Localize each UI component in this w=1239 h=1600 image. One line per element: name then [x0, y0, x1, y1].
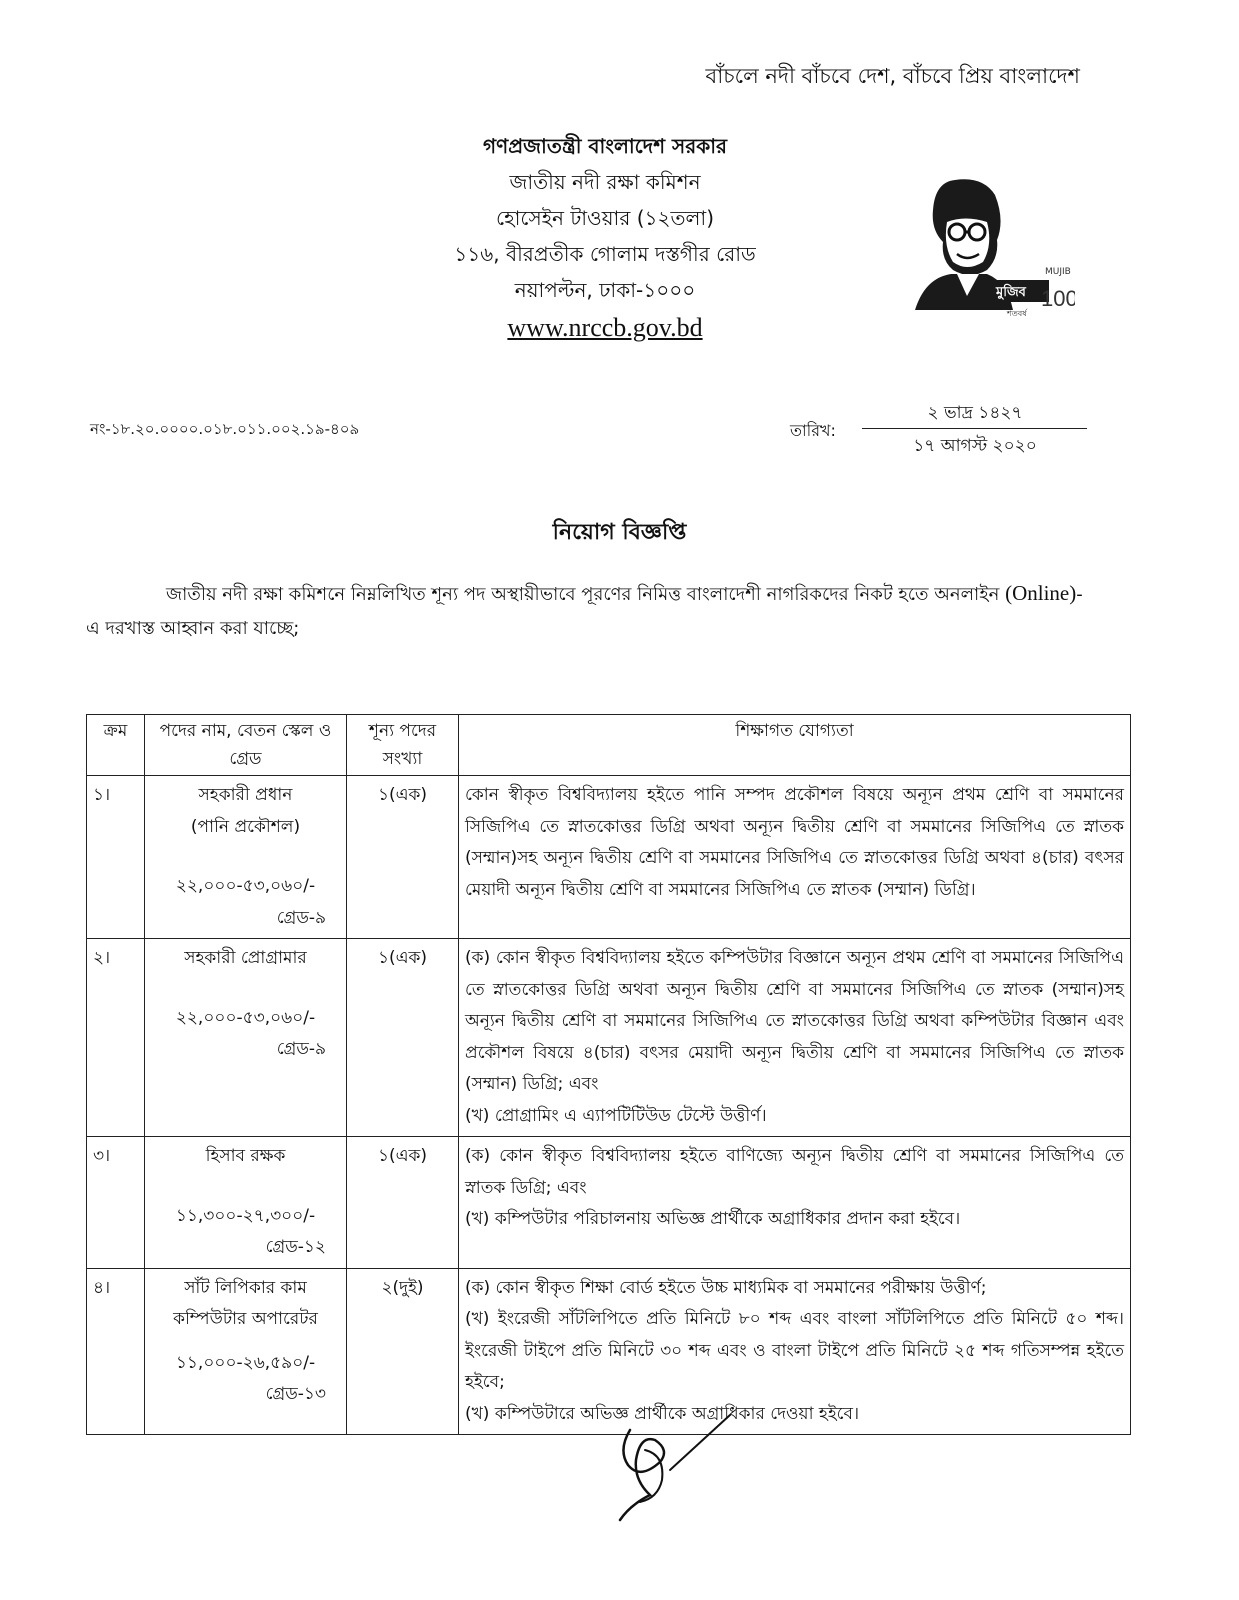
table-row	[87, 776, 1131, 939]
mujib-100-logo-icon	[895, 170, 1075, 320]
pay-scale: ২২,০০০-৫৩,০৬০/-	[175, 876, 316, 896]
logo-sub-text: শতবর্ষ	[1007, 309, 1027, 318]
col-header-serial: ক্রম	[87, 715, 145, 776]
building-name: হোসেইন টাওয়ার (১২তলা)	[495, 206, 715, 230]
date-label: তারিখ:	[790, 421, 836, 440]
qualification-line: (খ) কম্পিউটার পরিচালনায় অভিজ্ঞ প্রার্থীকে অগ্রাধিকার প্রদান করা হইবে।	[465, 1209, 961, 1229]
table-row	[87, 1137, 1131, 1269]
commission-name: জাতীয় নদী রক্ষা কমিশন	[509, 170, 701, 194]
memo-number: নং-১৮.২০.০০০০.০১৮.০১১.০০২.১৯-৪০৯	[90, 420, 360, 438]
date-bangla: ২ ভাদ্র ১৪২৭	[927, 403, 1023, 423]
row-serial: ৪।	[87, 1268, 145, 1435]
row-post	[145, 939, 347, 1137]
row-qualification	[459, 1268, 1131, 1435]
row-post	[145, 776, 347, 939]
qualification-line: (ক) কোন স্বীকৃত শিক্ষা বোর্ড হইতে উচ্চ মাধ্যমিক বা সমমানের পরীক্ষায় উত্তীর্ণ;	[465, 1277, 987, 1298]
post-name: সহকারী প্রধান	[198, 785, 293, 805]
pay-scale: ১১,০০০-২৬,৫৯০/-	[175, 1352, 316, 1373]
date-block	[790, 400, 1090, 460]
row-vacancy: ১(এক)	[347, 776, 459, 939]
handwritten-signature-icon	[600, 1410, 750, 1530]
post-subtitle: (পানি প্রকৌশল)	[190, 816, 301, 837]
grade: গ্রেড-১৩	[265, 1384, 326, 1404]
letterhead	[420, 128, 790, 346]
row-vacancy: ১(এক)	[347, 1137, 459, 1269]
post-name: সহকারী প্রোগ্রামার	[184, 948, 307, 968]
post-name: হিসাব রক্ষক	[205, 1146, 286, 1166]
col-header-qualification: শিক্ষাগত যোগ্যতা	[459, 715, 1131, 776]
table-row	[87, 939, 1131, 1137]
row-post	[145, 1137, 347, 1269]
intro-paragraph	[86, 576, 1096, 646]
qualification-line: (ক) কোন স্বীকৃত বিশ্ববিদ্যালয় হইতে কম্পিউটার বিজ্ঞানে অন্যূন প্রথম শ্রেণি বা সমমানের সিজিপিএ তে স্নাতকোত্তর ডিগ্রি অথবা অন্যূন দ্বিতীয় শ্রেণি বা সমমানের সিজিপিএ তে স্নাতক (সম্মান)সহ অন্যূন দ্বিতীয় শ্রেণি বা সমমানের সিজিপিএ তে স্নাতকোত্তর ডিগ্রি অথবা কম্পিউটার বিজ্ঞান এবং প্রকৌশল বিষয়ে ৪(চার) বৎসর মেয়াদী অন্যূন দ্বিতীয় শ্রেণি বা সমমানের সিজিপিএ তে স্নাতক (সম্মান) ডিগ্রি; এবং	[465, 948, 1124, 1094]
qualification-line: (খ) কম্পিউটারে অভিজ্ঞ প্রার্থীকে অগ্রাধিকার দেওয়া হইবে।	[465, 1403, 860, 1424]
area-address: নয়াপল্টন, ঢাকা-১০০০	[514, 278, 696, 302]
road-address: ১১৬, বীরপ্রতীক গোলাম দস্তগীর রোড	[454, 242, 756, 266]
post-name: সাঁট লিপিকার কাম	[184, 1277, 307, 1298]
qualification-line: (খ) ইংরেজী সাঁটলিপিতে প্রতি মিনিটে ৮০ শব্দ এবং বাংলা সাঁটলিপিতে প্রতি মিনিটে ৫০ শব্দ। ইংরেজী টাইপে প্রতি মিনিটে ৩০ শব্দ এবং ও বাংলা টাইপে প্রতি মিনিটে ২৫ শব্দ গতিসম্পন্ন হইতে হইবে;	[465, 1309, 1124, 1392]
qualification-line: কোন স্বীকৃত বিশ্ববিদ্যালয় হইতে পানি সম্পদ প্রকৌশল বিষয়ে অন্যূন প্রথম শ্রেণি বা সমমানের সিজিপিএ তে স্নাতকোত্তর ডিগ্রি অথবা অন্যূন দ্বিতীয় শ্রেণি বা সমমানের সিজিপিএ তে স্নাতক (সম্মান)সহ অন্যূন দ্বিতীয় শ্রেণি বা সমমানের সিজিপিএ তে স্নাতকোত্তর ডিগ্রি অথবা ৪(চার) বৎসর মেয়াদী অন্যূন দ্বিতীয় শ্রেণি বা সমমানের সিজিপিএ তে স্নাতক (সম্মান) ডিগ্রি।	[465, 785, 1124, 900]
motto: বাঁচলে নদী বাঁচবে দেশ, বাঁচবে প্রিয় বাংলাদেশ	[705, 64, 1080, 88]
grade: গ্রেড-৯	[276, 907, 326, 928]
row-vacancy: ২(দুই)	[347, 1268, 459, 1435]
intro-text-end: -এ দরখাস্ত আহ্বান করা যাচ্ছে;	[86, 584, 1083, 639]
pay-scale: ২২,০০০-৫৩,০৬০/-	[175, 1007, 316, 1028]
row-serial: ২।	[87, 939, 145, 1137]
grade: গ্রেড-১২	[265, 1237, 326, 1257]
date-english: ১৭ আগস্ট ২০২০	[913, 436, 1037, 456]
vacancy-table	[86, 714, 1131, 1435]
col-header-post: পদের নাম, বেতন স্কেল ও গ্রেড	[145, 715, 347, 776]
website-link[interactable]: www.nrccb.gov.bd	[507, 313, 703, 342]
row-serial: ৩।	[87, 1137, 145, 1269]
row-post	[145, 1268, 347, 1435]
row-serial: ১।	[87, 776, 145, 939]
intro-online: (Online)	[1005, 581, 1077, 605]
date-divider	[862, 428, 1087, 429]
qualification-line: (ক) কোন স্বীকৃত বিশ্ববিদ্যালয় হইতে বাণিজ্যে অন্যূন দ্বিতীয় শ্রেণি বা সমমানের সিজিপিএ তে স্নাতক ডিগ্রি; এবং	[465, 1146, 1124, 1198]
post-subtitle: কম্পিউটার অপারেটর	[173, 1309, 318, 1329]
government-name: গণপ্রজাতন্ত্রী বাংলাদেশ সরকার	[483, 134, 727, 158]
intro-text: জাতীয় নদী রক্ষা কমিশনে নিম্নলিখিত শূন্য পদ অস্থায়ীভাবে পূরণের নিমিত্ত বাংলাদেশী নাগরিকদের নিকট হতে অনলাইন	[166, 584, 1000, 605]
row-qualification	[459, 1137, 1131, 1269]
logo-text-en: MUJIB	[1045, 267, 1071, 277]
grade: গ্রেড-৯	[276, 1039, 326, 1059]
qualification-line: (খ) প্রোগ্রামিং এ এ্যাপটিটিউড টেস্টে উত্তীর্ণ।	[465, 1105, 767, 1126]
col-header-vacancy: শূন্য পদের সংখ্যা	[347, 715, 459, 776]
row-vacancy: ১(এক)	[347, 939, 459, 1137]
logo-text-bn: মুজিব	[996, 285, 1026, 300]
row-qualification	[459, 939, 1131, 1137]
logo-number: 100	[1041, 286, 1075, 311]
pay-scale: ১১,৩০০-২৭,৩০০/-	[175, 1205, 316, 1226]
table-header-row	[87, 715, 1131, 776]
page-title: নিয়োগ বিজ্ঞপ্তি	[552, 520, 687, 545]
row-qualification	[459, 776, 1131, 939]
